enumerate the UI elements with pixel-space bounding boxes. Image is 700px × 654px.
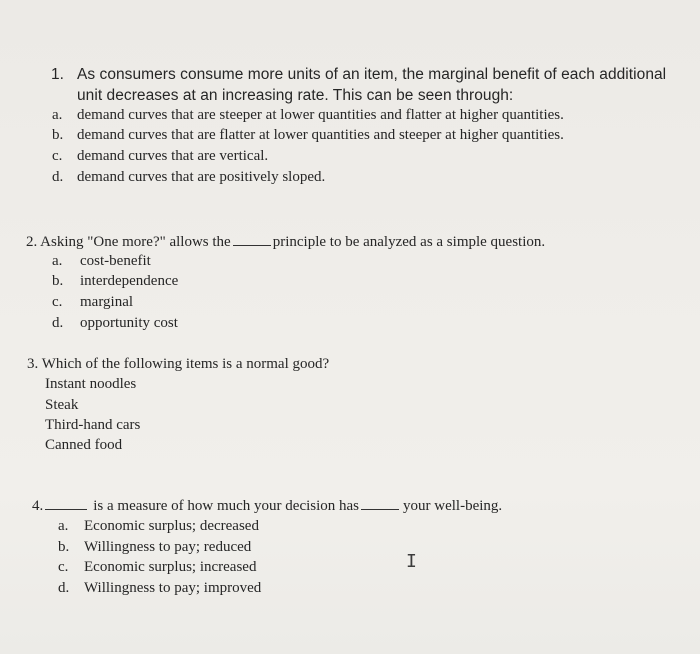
- question-2-option-d: opportunity cost: [80, 315, 178, 331]
- question-1-option-a: demand curves that are steeper at lower quantities and flatter at higher quantities.: [77, 107, 564, 123]
- question-2-option-c-letter: c.: [52, 294, 63, 310]
- question-4-option-b-letter: b.: [58, 539, 70, 555]
- question-2-option-a: cost-benefit: [80, 253, 151, 269]
- question-1-option-d-letter: d.: [52, 169, 64, 185]
- answer-blank: [233, 233, 271, 246]
- question-3-item-1: Instant noodles: [45, 376, 137, 392]
- question-1-option-d: demand curves that are positively sloped.: [77, 169, 326, 185]
- question-4-option-c: Economic surplus; increased: [84, 559, 257, 575]
- question-3-stem: 3. Which of the following items is a normal good?: [27, 356, 330, 372]
- question-4-option-b: Willingness to pay; reduced: [84, 539, 252, 555]
- text-cursor-icon: I: [406, 551, 417, 572]
- answer-blank: [45, 497, 87, 510]
- question-1-option-c-letter: c.: [52, 148, 63, 164]
- question-2-option-b: interdependence: [80, 273, 179, 289]
- question-2-option-c: marginal: [80, 294, 134, 310]
- question-4-option-d: Willingness to pay; improved: [84, 580, 262, 596]
- question-2-option-d-letter: d.: [52, 315, 64, 331]
- question-2-stem: [26, 233, 545, 251]
- question-1-number: 1.: [51, 66, 65, 83]
- question-2-option-a-letter: a.: [52, 253, 63, 269]
- question-1-option-c: demand curves that are vertical.: [77, 148, 269, 164]
- question-1-stem-line-1: As consumers consume more units of an item, the marginal benefit of each additional: [77, 66, 667, 83]
- question-1-option-b: demand curves that are flatter at lower quantities and steeper at higher quantities.: [77, 127, 564, 143]
- question-1-stem-line-2: unit decreases at an increasing rate. This can be seen through:: [77, 87, 514, 104]
- question-2-stem-part-2: principle to be analyzed as a simple question.: [272, 234, 546, 250]
- question-1-option-a-letter: a.: [52, 107, 63, 123]
- question-4-option-a-letter: a.: [58, 518, 69, 534]
- question-4-option-d-letter: d.: [58, 580, 70, 596]
- question-3-item-4: Canned food: [45, 437, 123, 453]
- question-2-stem-part-1: 2. Asking "One more?" allows the: [26, 234, 231, 250]
- question-3-item-3: Third-hand cars: [45, 417, 141, 433]
- question-4-option-a: Economic surplus; decreased: [84, 518, 259, 534]
- question-4-stem: [32, 497, 502, 515]
- question-4-stem-part-2: your well-being.: [403, 498, 503, 514]
- question-4-option-c-letter: c.: [58, 559, 69, 575]
- question-1-option-b-letter: b.: [52, 127, 64, 143]
- question-4-number: 4.: [32, 498, 44, 514]
- question-3-item-2: Steak: [45, 397, 79, 413]
- answer-blank: [361, 497, 399, 510]
- question-2-option-b-letter: b.: [52, 273, 64, 289]
- question-4-stem-part-1: is a measure of how much your decision has: [93, 498, 360, 514]
